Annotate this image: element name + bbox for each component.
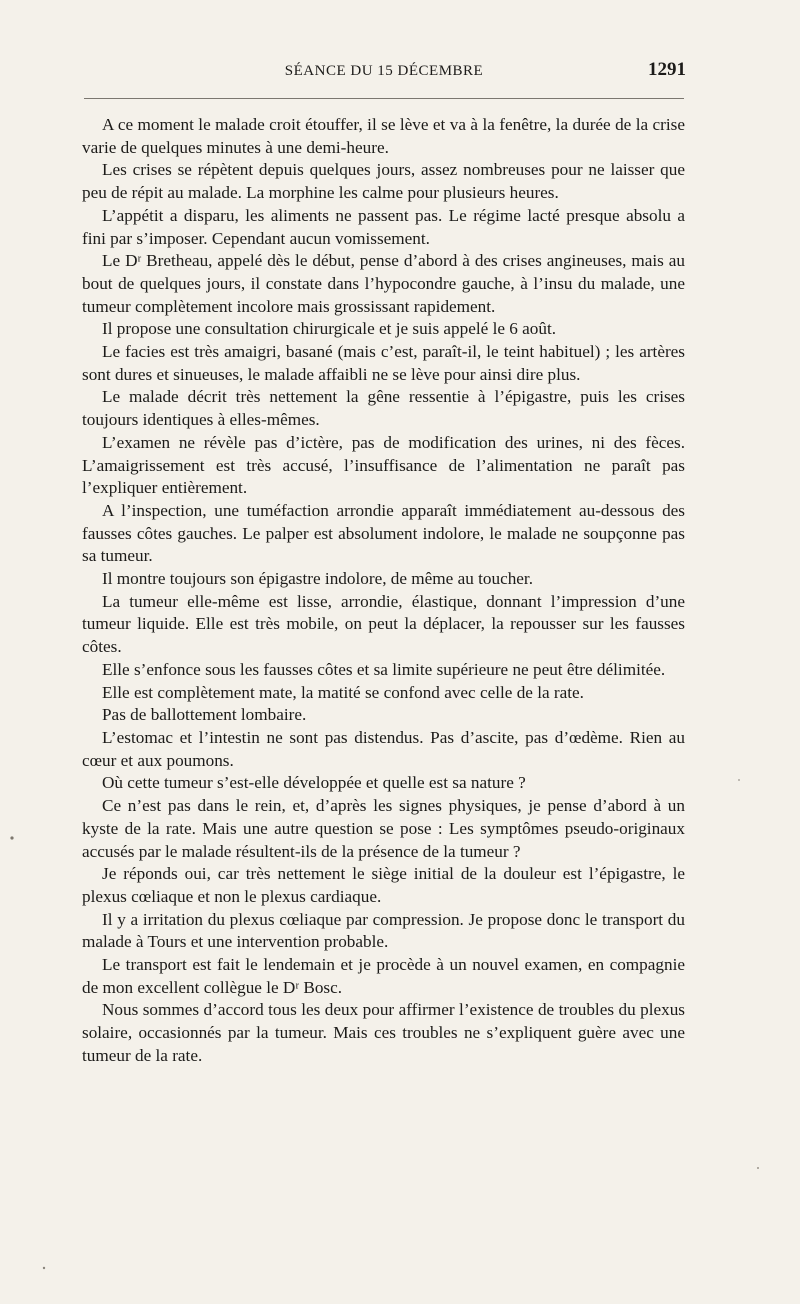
paragraph-irritation: Il y a irritation du plexus cœliaque par compression. Je propose donc le transport du malade à Tours et une intervention probable. (82, 909, 685, 952)
header-rule (84, 98, 684, 99)
paragraph-facies: Le facies est très amaigri, basané (mais c’est, paraît-il, le teint habituel) ; les artères sont dures et sinueuses, le malade affaibli ne se lève pour ainsi dire plus. (82, 342, 685, 384)
paragraph-crisis-duration: A ce moment le malade croit étouffer, il se lève et va à la fenêtre, la durée de la crise varie de quelques minutes à une demi-heure. (82, 115, 685, 157)
paragraph-dullness: Elle est complètement mate, la matité se confond avec celle de la rate. (102, 682, 584, 702)
paragraph-answer: Je réponds oui, car très nettement le siège initial de la douleur est l’épigastre, le plexus cœliaque et non le plexus cardiaque. (82, 864, 685, 906)
page-header (82, 59, 686, 86)
paragraph-stomach: L’estomac et l’intestin ne sont pas distendus. Pas d’ascite, pas d’œdème. Rien au cœur et aux poumons. (82, 727, 685, 770)
paragraph-epigastrium: Il montre toujours son épigastre indolore, de même au toucher. (102, 569, 534, 589)
paragraph-inspection: A l’inspection, une tuméfaction arrondie apparaît immédiatement au-dessous des fausses côtes gauches. Le palper est absolument indolore, le malade ne soupçonne pas sa tumeur. (82, 500, 685, 566)
paragraph-diagnosis: Ce n’est pas dans le rein, et, d’après les signes physiques, je pense d’abord à un kyste de la rate. Mais une autre question se pose : Les symptômes pseudo-originaux accusés par le malade résultent-ils de la présence de la tumeur ? (82, 796, 685, 861)
body-text (82, 114, 685, 1068)
running-title: SÉANCE DU 15 DÉCEMBRE (284, 63, 484, 79)
paragraph-agreement: Nous sommes d’accord tous les deux pour affirmer l’existence de troubles du plexus solaire, occasionnés par la tumeur. Mais ces troubles ne s’expliquent guère avec une tumeur de la rate. (82, 1000, 685, 1065)
paragraph-repeated-crises: Les crises se répètent depuis quelques jours, assez nombreuses pour ne laisser que peu de répit au malade. La morphine les calme pour plusieurs heures. (82, 160, 685, 203)
paragraph-question: Où cette tumeur s’est-elle développée et quelle est sa nature ? (102, 773, 526, 793)
paragraph-epigastric-discomfort: Le malade décrit très nettement la gêne ressentie à l’épigastre, puis les crises toujours identiques à elles-mêmes. (82, 387, 685, 430)
paragraph-examination: L’examen ne révèle pas d’ictère, pas de modification des urines, ni des fèces. L’amaigrissement est très accusé, l’insuffisance de l’alimentation ne paraît pas l’expliquer entièrement. (82, 432, 685, 498)
paragraph-upper-limit: Elle s’enfonce sous les fausses côtes et sa limite supérieure ne peut être délimitée. (102, 659, 666, 679)
page-number: 1291 (648, 59, 686, 80)
paragraph-ballottement: Pas de ballottement lombaire. (102, 705, 307, 725)
paragraph-transport: Le transport est fait le lendemain et je procède à un nouvel examen, en compagnie de mon excellent collègue le Dʳ Bosc. (82, 955, 685, 997)
paragraph-tumour-description: La tumeur elle-même est lisse, arrondie, élastique, donnant l’impression d’une tumeur liquide. Elle est très mobile, on peut la déplacer, la repousser sur les fausses côtes. (82, 591, 685, 657)
paragraph-bretheau: Le Dʳ Bretheau, appelé dès le début, pense d’abord à des crises angineuses, mais au bout de quelques jours, il constate dans l’hypocondre gauche, à l’insu du malade, une tumeur complètement incolore mais grossissant rapidement. (82, 251, 685, 316)
paragraph-consultation: Il propose une consultation chirurgicale et je suis appelé le 6 août. (102, 319, 557, 339)
paragraph-appetite: L’appétit a disparu, les aliments ne passent pas. Le régime lacté presque absolu a fini par s’imposer. Cependant aucun vomissement. (82, 205, 685, 248)
